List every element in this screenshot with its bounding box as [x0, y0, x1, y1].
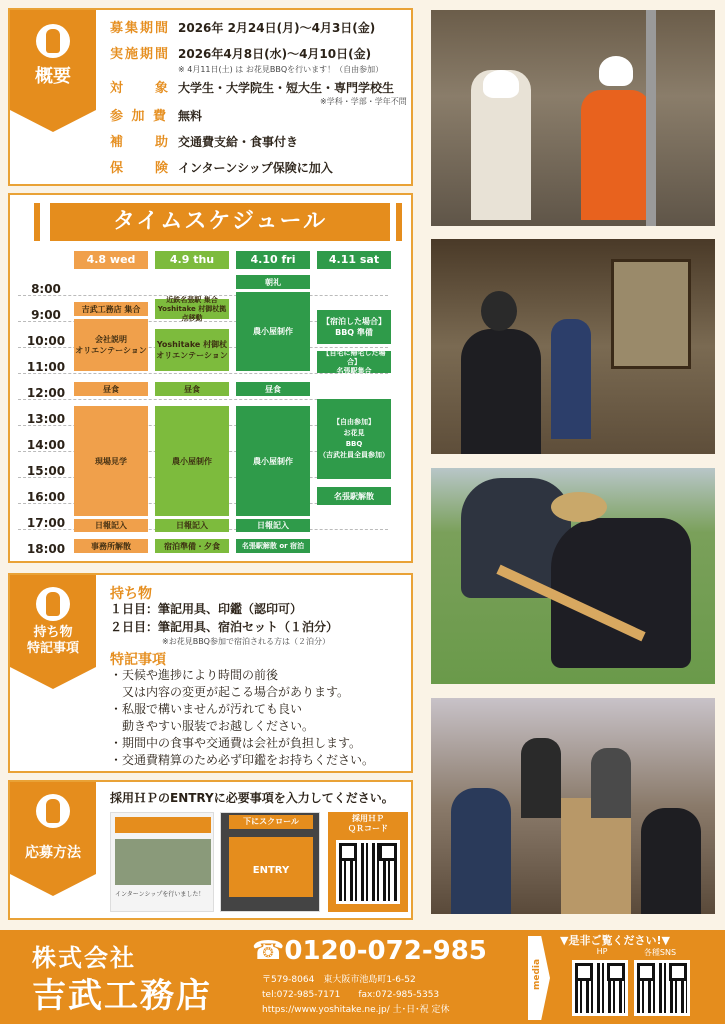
day-header-2: 4.9 thu	[155, 251, 229, 269]
schedule-block: 日報記入	[236, 519, 310, 532]
day-header-3: 4.10 fri	[236, 251, 310, 269]
media-label: media	[532, 958, 542, 990]
schedule-block: 名張駅解散	[317, 487, 391, 505]
schedule-block: 昼食	[155, 382, 229, 396]
belongings-panel	[8, 573, 413, 773]
belongings-day1: １日目：筆記用具、印鑑（認印可）	[110, 602, 303, 616]
schedule-block: 農小屋制作	[236, 292, 310, 371]
note-line: ・交通費精算のため必ず印鑑をお持ちください。	[110, 753, 375, 767]
time-label: 17:00	[26, 516, 66, 530]
photo-woodwork	[431, 468, 715, 684]
schedule-block: 農小屋制作	[236, 406, 310, 516]
schedule-block: 【宿泊した場合】 BBQ 準備	[317, 310, 391, 344]
schedule-block: 会社説明 オリエンテーション	[74, 319, 148, 371]
overview-row-period: 実施期間 2026年4月8日(水)～4月10日(金)	[110, 47, 372, 62]
scroll-label: 下にスクロール	[229, 815, 313, 829]
schedule-title: タイムスケジュール	[50, 203, 390, 241]
phone-icon: ☎	[252, 936, 285, 966]
company-mascot-icon	[36, 794, 70, 828]
overview-row-target: 対 象 大学生・大学院生・短大生・専門学校生	[110, 81, 395, 96]
time-label: 14:00	[26, 438, 66, 452]
schedule-block: Yoshitake 村御杖 オリエンテーション	[155, 329, 229, 371]
schedule-block: 近鉄名張駅 集合 Yoshitake 村御杖拠点移動	[155, 299, 229, 319]
schedule-block: 昼食	[74, 382, 148, 396]
belongings-heading: 持ち物	[110, 586, 152, 602]
note-line: ・天候や進捗により時間の前後	[110, 668, 279, 682]
apply-qr-box	[328, 812, 408, 912]
time-label: 11:00	[26, 360, 66, 374]
schedule-block: 農小屋制作	[155, 406, 229, 516]
schedule-block: 【自由参加】 お花見 BBQ （吉武社員全員参加）	[317, 399, 391, 479]
company-mascot-icon	[36, 24, 70, 58]
overview-period-note: ※ 4月11日(土) は お花見BBQを行います！（自由参加）	[178, 65, 384, 74]
company-name-line2: 吉武工務店	[32, 976, 212, 1016]
schedule-block: 【自宅に帰宅した場合】 名張駅集合	[317, 351, 391, 373]
note-line: ・期間中の食事や交通費は会社が負担します。	[110, 736, 362, 750]
notes-heading: 特記事項	[110, 652, 166, 668]
schedule-block: 吉武工務店 集合	[74, 302, 148, 316]
schedule-block: 日報記入	[155, 519, 229, 532]
day-header-1: 4.8 wed	[74, 251, 148, 269]
website-link[interactable]: https://www.yoshitake.ne.jp/ 土･日･祝 定休	[262, 1005, 450, 1015]
hp-qr-label: HP	[596, 947, 608, 956]
recruit-qr-code[interactable]	[336, 840, 400, 904]
time-label: 9:00	[31, 308, 61, 322]
sns-qr-code[interactable]	[634, 960, 690, 1016]
time-label: 10:00	[26, 334, 66, 348]
time-label: 16:00	[26, 490, 66, 504]
company-name-line1: 株式会社	[32, 944, 136, 972]
overview-target-note: ※学科・学部・学年不問	[320, 97, 407, 106]
entry-button[interactable]: ENTRY	[252, 865, 290, 876]
overview-row-subsidy: 補 助 交通費支給・食事付き	[110, 135, 299, 150]
schedule-block: 昼食	[236, 382, 310, 396]
address: 〒579-8064 東大阪市池島町1-6-52	[262, 975, 416, 985]
media-cta: ▼是非ご覧ください!▼	[560, 934, 670, 947]
sns-qr-label: 各種SNS	[643, 948, 677, 957]
note-line: 又は内容の変更が起こる場合があります。	[110, 685, 350, 699]
note-line: ・私服で構いませんが汚れても良い	[110, 702, 303, 716]
company-mascot-icon	[36, 587, 70, 621]
footer	[0, 930, 725, 1024]
overview-row-insurance: 保 険 インターンシップ保険に加入	[110, 161, 333, 176]
time-label: 18:00	[26, 542, 66, 556]
note-line: 動きやすい服装でお越しください。	[110, 719, 315, 733]
belongings-note: ※お花見BBQ参加で宿泊される方は（２泊分）	[162, 637, 330, 646]
tel-fax: tel:072-985-7171 fax:072-985-5353	[262, 990, 440, 1000]
day-header-4: 4.11 sat	[317, 251, 391, 269]
schedule-block: 名張駅解散 or 宿泊	[236, 539, 310, 553]
schedule-block: 朝礼	[236, 275, 310, 289]
time-label: 13:00	[26, 412, 66, 426]
site-preview	[110, 812, 214, 912]
phone-number[interactable]: ☎0120-072-985	[252, 936, 487, 966]
belongings-badge	[10, 575, 96, 667]
time-label: 15:00	[26, 464, 66, 478]
schedule-block: 日報記入	[74, 519, 148, 532]
apply-qr-label: 採用ＨＰ ＱＲコード	[348, 814, 388, 833]
overview-row-fee: 参 加 費 無料	[110, 109, 203, 124]
time-label: 8:00	[31, 282, 61, 296]
apply-panel	[8, 780, 413, 920]
overview-panel	[8, 8, 413, 186]
belongings-day2: ２日目：筆記用具、宿泊セット（１泊分）	[110, 620, 339, 634]
schedule-panel	[8, 193, 413, 563]
site-preview-caption: インターンシップを行いました！	[115, 891, 205, 898]
overview-badge-title: 概要	[35, 66, 71, 87]
overview-badge	[10, 10, 96, 110]
entry-preview	[220, 812, 320, 912]
photo-worksite	[431, 10, 715, 226]
belongings-badge-title: 持ち物 特記事項	[26, 625, 79, 656]
hp-qr-code[interactable]	[572, 960, 628, 1016]
photo-bbq	[431, 698, 715, 914]
apply-instruction: 採用ＨＰのENTRYに必要事項を入力してください。	[110, 791, 394, 805]
schedule-block: 事務所解散	[74, 539, 148, 553]
schedule-block: 宿泊準備・夕食	[155, 539, 229, 553]
time-label: 12:00	[26, 386, 66, 400]
apply-badge-title: 応募方法	[25, 845, 81, 861]
apply-badge	[10, 782, 96, 874]
schedule-block: 現場見学	[74, 406, 148, 516]
photo-old-house	[431, 239, 715, 454]
overview-row-recruit: 募集期間 2026年 2月24日(月)～4月3日(金)	[110, 21, 376, 36]
